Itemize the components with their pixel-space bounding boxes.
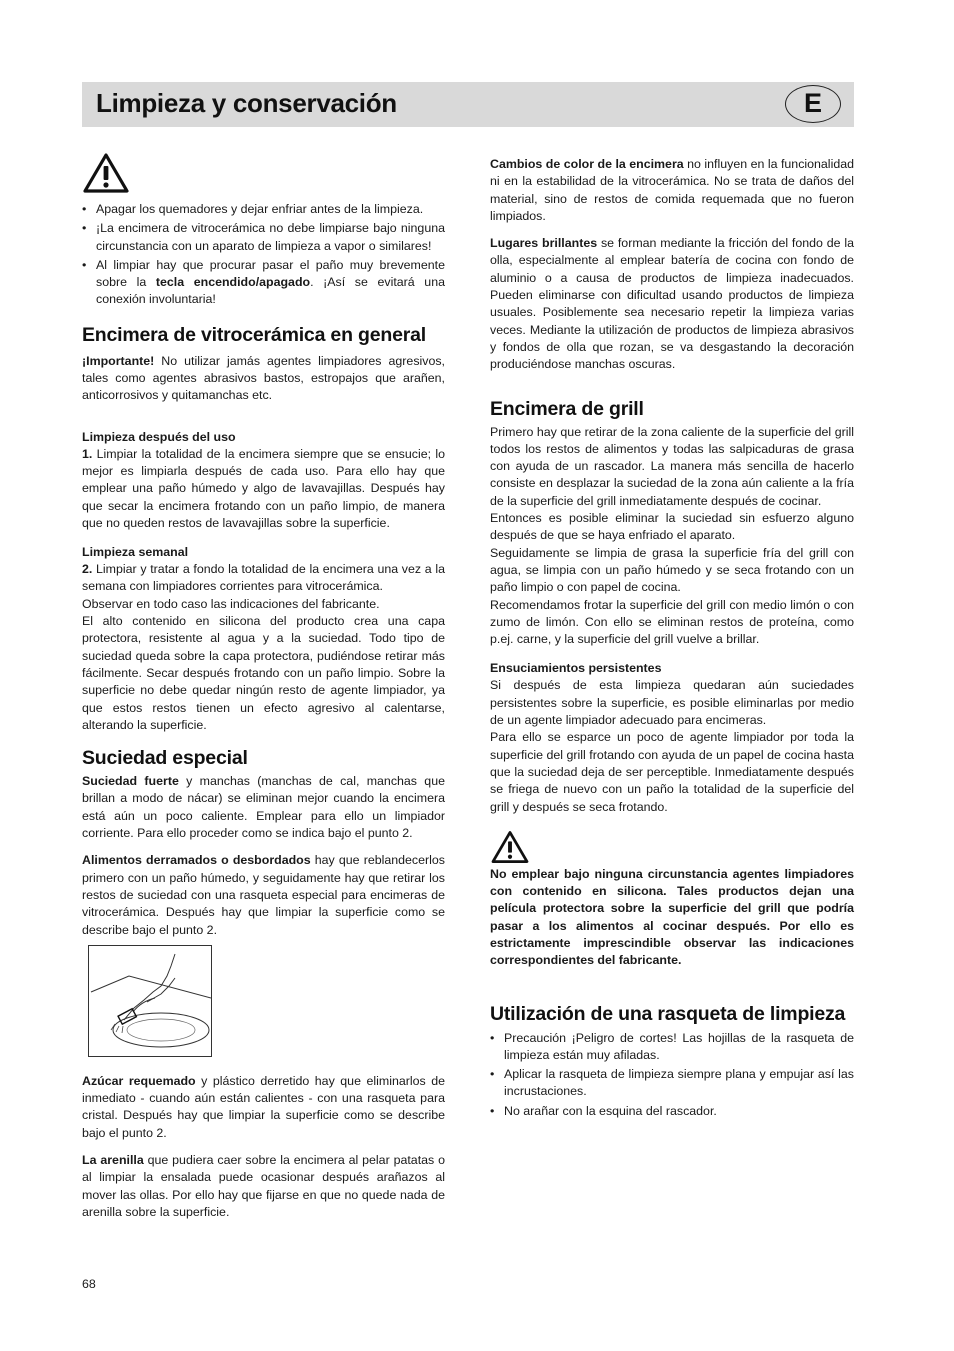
important-paragraph: ¡Importante! No utilizar jamás agentes limpiadores agresivos, tales como agentes abrasivos bastos, estropajos que arañen, anticorrosivos y quitamanchas etc.: [82, 353, 445, 403]
burnt-sugar-paragraph: Azúcar requemado y plástico derretido hay que eliminarlos de inmediato - cuando aún están calientes - con una rasqueta para cristal. Después hay que limpiar la superficie como se describe bajo el punto 2.: [82, 1073, 445, 1140]
list-item: • ¡La encimera de vitrocerámica no debe limpiarse bajo ninguna circunstancia con un aparato de limpieza a vapor o similares!: [82, 220, 445, 255]
page-number: 68: [82, 1277, 96, 1291]
grill-paragraph-2: Entonces es posible eliminar la suciedad sin esfuerzo alguno después de que se haya enfriado el aparato.: [490, 511, 854, 543]
scraper-on-hob-icon: [89, 946, 211, 1056]
grill-paragraph-4: Recomendamos frotar la superficie del grill con medio limón o con zumo de limón. Con ello se eliminan restos de proteína, como p.ej. carne, y la superficie del grill vuelve a brillar.: [490, 597, 854, 647]
list-item: • Al limpiar hay que procurar pasar el paño muy brevemente sobre la tecla encendido/apagado. ¡Así se evitará una conexión involuntaria!: [82, 257, 445, 309]
subheading-after-use: Limpieza después del uso: [82, 429, 236, 444]
grill-paragraph-1: Primero hay que retirar de la zona caliente de la superficie del grill todos los restos de alimentos y todas las salpicaduras de grasa con ayuda de un rascador. La manera más sencilla de hacerlo consiste en desplazar la suciedad de la zona aún caliente a la fría de la superficie del grill inmediatamente después de cocinar.: [490, 424, 854, 508]
spilled-food-paragraph: Alimentos derramados o desbordados hay que reblandecerlos primero con un paño húmedo, y seguidamente hay que retirar los restos de suciedad con una rasqueta especial para encimeras de vitrocerámica. Después hay que limpiar la superficie como se describe bajo el punto 2.: [82, 853, 445, 937]
persistent-paragraph-2: Para ello se esparce un poco de agente limpiador por toda la superficie del grill frotando con ayuda de un papel de cocina hasta que la suciedad deja de ser perceptible. Inmediatamente después se friega de nuevo con un paño la totalidad de la superficie del grill y después se seca frotando.: [490, 730, 854, 814]
weekly-note: Observar en todo caso las indicaciones del fabricante.: [82, 596, 380, 611]
warning-triangle-icon: [490, 830, 530, 864]
section-heading-scraper: Utilización de una rasqueta de limpieza: [490, 1002, 846, 1025]
color-change-paragraph: Cambios de color de la encimera no influyen en la funcionalidad ni en la estabilidad de la vitrocerámica. No se trata de daños del material, sino de restos de comida requemada que no fueron limpiados.: [490, 157, 854, 223]
section-heading-special: Suciedad especial: [82, 747, 248, 770]
right-column: [490, 156, 854, 1122]
scraper-bullet-list: [490, 1030, 854, 1120]
shiny-spots-paragraph: Lugares brillantes se forman mediante la fricción del fondo de la olla, especialmente al emplear batería de cocina con fondo de aluminio o a causa de productos de limpieza inadecuados. Pueden eliminarse con dificultad usando productos de limpieza usuales. Posiblemente sea necesario repetir la limpieza varias veces. Mediante la utilización de productos de limpieza abrasivos y fondos de olla que rozan, se va desgastando la decoración produciéndose manchas oscuras.: [490, 236, 855, 372]
language-badge: E: [785, 85, 841, 123]
grill-paragraph-3: Seguidamente se limpia de grasa la superficie fría del grill con agua, se limpia con un paño húmedo y se seca frotando con un paño limpio o con papel de cocina.: [490, 545, 854, 595]
scraper-illustration: [88, 945, 212, 1057]
persistent-paragraph-1: Si después de esta limpieza quedaran aún suciedades persistentes sobre la superficie, es posible eliminarlas por medio de un agente limpiador adecuado para encimeras.: [490, 678, 854, 728]
page-title: Limpieza y conservación: [96, 88, 397, 118]
subheading-persistent: Ensuciamientos persistentes: [490, 661, 662, 676]
silicone-paragraph: El alto contenido en silicona del producto crea una capa protectora, resistente al agua y a la suciedad. Todo tipo de suciedad queda sobre la capa protectora, pudiéndose retirar más fácilmente. Secar después frotando con un paño limpio. Sobre la superficie no debe quedar ningún resto de agente limpiador, ya que estos restos tienen un efecto agresivo al calentarse, alterando la superficie.: [82, 614, 445, 732]
warning-triangle-icon: [82, 152, 130, 194]
list-item: • Precaución ¡Peligro de cortes! Las hojillas de la rasqueta de limpieza están muy afiladas.: [490, 1030, 854, 1065]
safety-bullet-list: [82, 201, 445, 309]
list-item: • Aplicar la rasqueta de limpieza siempre plana y empujar así las incrustaciones.: [490, 1066, 854, 1101]
weekly-paragraph: 2. Limpiar y tratar a fondo la totalidad de la encimera una vez a la semana con limpiadores corrientes para vitrocerámica.: [82, 562, 445, 594]
strong-dirt-paragraph: Suciedad fuerte y manchas (manchas de cal, manchas que brillan a modo de nácar) se eliminan mejor cuando la encimera está aún un poco caliente. Emplear para ello un limpiador corriente. Para ello proceder como se indica bajo el punto 2.: [82, 774, 445, 841]
section-heading-general: Encimera de vitrocerámica en general: [82, 323, 426, 346]
list-item: • Apagar los quemadores y dejar enfriar antes de la limpieza.: [82, 201, 445, 218]
silicone-warning-paragraph: No emplear bajo ninguna circunstancia agentes limpiadores con contenido en silicona. Tales productos dejan una película protectora sobre la superficie del grill que podría pasar a los alimentos al cocinar después. Por ello es estrictamente imprescindible observar las indicaciones correspondientes del fabricante.: [490, 866, 854, 968]
after-use-paragraph: 1. Limpiar la totalidad de la encimera siempre que se ensucie; lo mejor es limpiarla después de cada uso. Para ello hay que emplear una paño húmedo y algo de lavavajillas. Después hay que secar la encimera frotando con un paño limpio, de manera que no queden restos de lavavajillas sobre la superficie.: [82, 446, 445, 530]
list-item: • No arañar con la esquina del rascador.: [490, 1103, 854, 1120]
sand-paragraph: La arenilla que pudiera caer sobre la encimera al pelar patatas o al limpiar la ensalada puede ocasionar después arañazos al mover las ollas. Por ello hay que fijarse en que no quede nada de arenilla sobre la superficie.: [82, 1152, 445, 1219]
left-column: [82, 152, 445, 1221]
section-heading-grill: Encimera de grill: [490, 397, 644, 420]
header-bar: [82, 82, 854, 127]
subheading-weekly: Limpieza semanal: [82, 545, 189, 560]
